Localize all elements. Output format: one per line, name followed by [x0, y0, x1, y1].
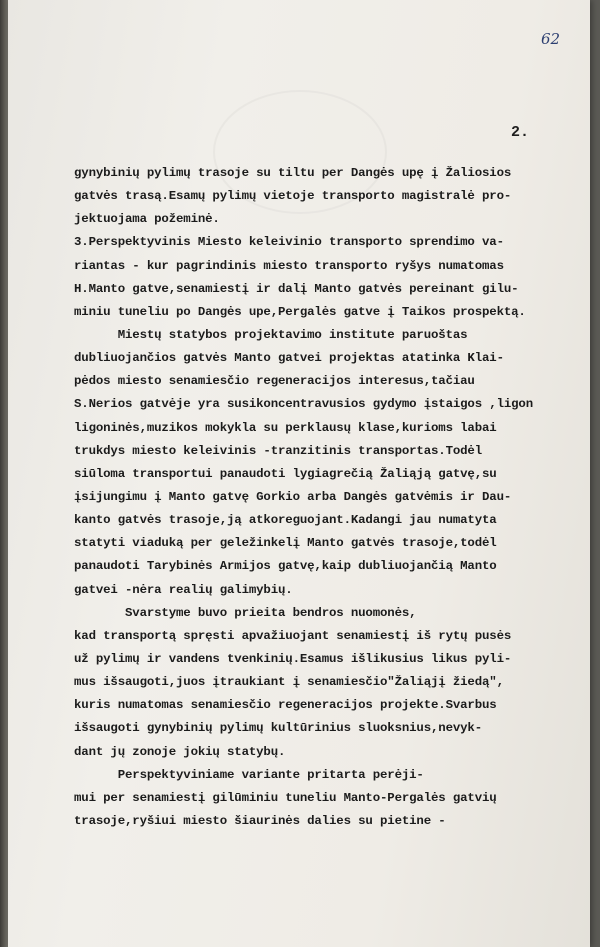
text-line: S.Nerios gatvėje yra susikoncentravusios gydymo įstaigos ,ligon: [74, 397, 533, 412]
text-line: išsaugoti gynybinių pylimų kultūrinius sluoksnius,nevyk-: [74, 721, 482, 736]
text-line: panaudoti Tarybinės Armijos gatvę,kaip dubliuojančią Manto: [74, 559, 497, 574]
text-line: gynybinių pylimų trasoje su tiltu per Dangės upę į Žaliosios: [74, 166, 512, 180]
binding-edge: [0, 0, 8, 947]
text-line: dant jų zonoje jokių statybų.: [74, 744, 286, 759]
text-line: mus išsaugoti,juos įtraukiant į senamiesčio"Žaliąjį žiedą",: [74, 675, 504, 690]
page-number: 2.: [511, 124, 530, 141]
text-line: dubliuojančios gatvės Manto gatvei projektas atatinka Klai-: [74, 351, 504, 366]
text-line: Perspektyviniame variante pritarta perėji-: [74, 767, 424, 782]
typewritten-page: [8, 0, 590, 947]
text-line: mui per senamiestį gilūminiu tuneliu Manto-Pergalės gatvių: [74, 790, 497, 805]
text-line: 3.Perspektyvinis Miesto keleivinio transporto sprendimo va-: [74, 235, 504, 250]
document-body: [74, 162, 574, 833]
folio-number: 62: [541, 30, 561, 48]
text-line: už pylimų ir vandens tvenkinių.Esamus išlikusius likus pyli-: [74, 651, 512, 666]
text-line: statyti viaduką per geležinkelį Manto gatvės trasoje,todėl: [74, 536, 497, 551]
text-line: jektuojama požeminė.: [74, 212, 220, 227]
text-line: įsijungimu į Manto gatvę Gorkio arba Dangės gatvėmis ir Dau-: [74, 489, 512, 504]
text-line: siūloma transportui panaudoti lygiagrečią Žaliąją gatvę,su: [74, 466, 497, 481]
text-line: riantas - kur pagrindinis miesto transporto ryšys numatomas: [74, 258, 504, 273]
text-line: kuris numatomas senamiesčio regeneracijos projekte.Svarbus: [74, 698, 497, 713]
text-line: gatvei -nėra realių galimybių.: [74, 582, 293, 597]
text-line: kad transportą spręsti apvažiuojant senamiestį iš rytų pusės: [74, 628, 512, 643]
text-line: ligoninės,muzikos mokykla su perklausų klase,kurioms labai: [74, 420, 497, 435]
text-line: trukdys miesto keleivinis -tranzitinis transportas.Todėl: [74, 443, 482, 458]
text-line: gatvės trasą.Esamų pylimų vietoje transporto magistralė pro-: [74, 189, 512, 204]
text-line: trasoje,ryšiui miesto šiaurinės dalies su pietine -: [74, 813, 446, 828]
text-line: H.Manto gatve,senamiestį ir dalį Manto gatvės pereinant gilu-: [74, 281, 519, 296]
text-line: Miestų statybos projektavimo institute paruoštas: [74, 327, 468, 342]
text-line: pėdos miesto senamiesčio regeneracijos interesus,tačiau: [74, 374, 475, 389]
text-line: kanto gatvės trasoje,ją atkoreguojant.Kadangi jau numatyta: [74, 513, 497, 528]
text-line: Svarstyme buvo prieita bendros nuomonės,: [74, 605, 417, 620]
text-line: miniu tuneliu po Dangės upe,Pergalės gatve į Taikos prospektą.: [74, 304, 526, 319]
